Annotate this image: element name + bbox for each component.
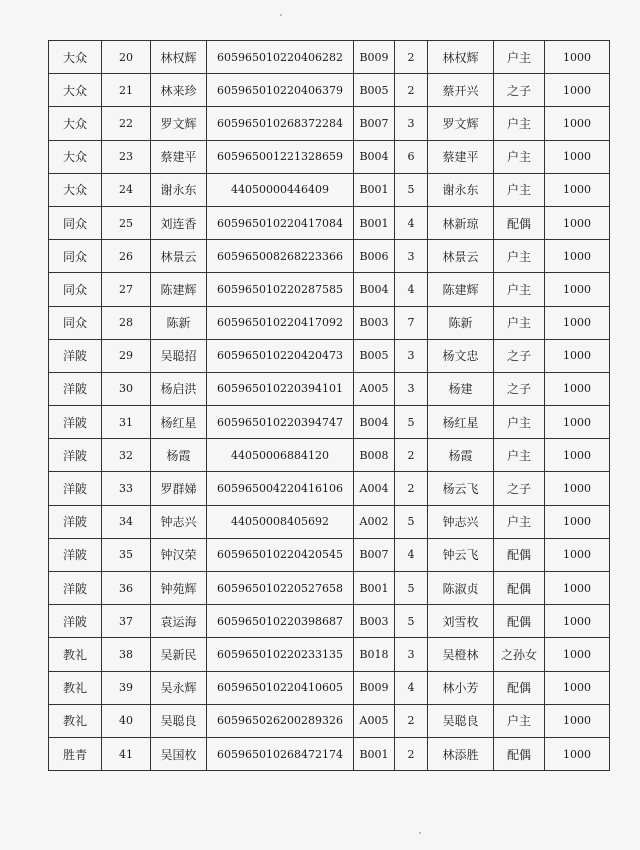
name-cell: 吴永辉 [151,671,207,704]
relation-cell: 户主 [494,306,545,339]
table-row [49,538,610,571]
amount-cell: 1000 [545,638,610,671]
household-count-cell: 5 [395,605,428,638]
name-cell: 林景云 [151,240,207,273]
number-cell: 30 [102,372,151,405]
village-cell: 洋陂 [49,572,102,605]
amount-cell: 1000 [545,737,610,770]
village-cell: 教礼 [49,671,102,704]
household-count-cell: 3 [395,339,428,372]
number-cell: 38 [102,638,151,671]
table-row [49,671,610,704]
name-cell: 吴聪良 [151,704,207,737]
number-cell: 27 [102,273,151,306]
household-count-cell: 2 [395,74,428,107]
code-cell: B005 [354,74,395,107]
amount-cell: 1000 [545,273,610,306]
householder-cell: 刘雪枚 [428,605,494,638]
name-cell: 钟志兴 [151,505,207,538]
household-count-cell: 4 [395,206,428,239]
name-cell: 林权辉 [151,41,207,74]
account-id-cell: 605965010220394101 [207,372,354,405]
name-cell: 罗文辉 [151,107,207,140]
amount-cell: 1000 [545,704,610,737]
householder-cell: 陈淑贞 [428,572,494,605]
number-cell: 28 [102,306,151,339]
relation-cell: 配偶 [494,206,545,239]
householder-cell: 罗文辉 [428,107,494,140]
number-cell: 25 [102,206,151,239]
amount-cell: 1000 [545,406,610,439]
code-cell: B001 [354,737,395,770]
number-cell: 33 [102,472,151,505]
householder-cell: 林景云 [428,240,494,273]
household-count-cell: 3 [395,372,428,405]
amount-cell: 1000 [545,41,610,74]
amount-cell: 1000 [545,605,610,638]
account-id-cell: 605965010220417084 [207,206,354,239]
table-row [49,140,610,173]
village-cell: 同众 [49,273,102,306]
householder-cell: 吴橙林 [428,638,494,671]
code-cell: B006 [354,240,395,273]
code-cell: B004 [354,140,395,173]
account-id-cell: 605965010220410605 [207,671,354,704]
table-row [49,41,610,74]
village-cell: 大众 [49,74,102,107]
relation-cell: 户主 [494,140,545,173]
name-cell: 蔡建平 [151,140,207,173]
account-id-cell: 605965010220406379 [207,74,354,107]
relation-cell: 户主 [494,240,545,273]
account-id-cell: 605965010268472174 [207,737,354,770]
number-cell: 23 [102,140,151,173]
name-cell: 杨启洪 [151,372,207,405]
amount-cell: 1000 [545,439,610,472]
number-cell: 20 [102,41,151,74]
village-cell: 大众 [49,41,102,74]
number-cell: 41 [102,737,151,770]
village-cell: 洋陂 [49,538,102,571]
relation-cell: 配偶 [494,538,545,571]
relation-cell: 户主 [494,505,545,538]
householder-cell: 林小芳 [428,671,494,704]
name-cell: 杨红星 [151,406,207,439]
code-cell: B001 [354,173,395,206]
code-cell: B004 [354,406,395,439]
village-cell: 洋陂 [49,372,102,405]
code-cell: B003 [354,605,395,638]
subsidy-roster-table [48,40,610,771]
village-cell: 洋陂 [49,439,102,472]
name-cell: 钟汉荣 [151,538,207,571]
village-cell: 同众 [49,206,102,239]
code-cell: B018 [354,638,395,671]
household-count-cell: 7 [395,306,428,339]
village-cell: 大众 [49,107,102,140]
code-cell: B007 [354,107,395,140]
relation-cell: 配偶 [494,737,545,770]
amount-cell: 1000 [545,339,610,372]
village-cell: 洋陂 [49,406,102,439]
household-count-cell: 4 [395,273,428,306]
village-cell: 洋陂 [49,605,102,638]
name-cell: 陈新 [151,306,207,339]
code-cell: B007 [354,538,395,571]
name-cell: 吴新民 [151,638,207,671]
number-cell: 31 [102,406,151,439]
table-row [49,704,610,737]
householder-cell: 蔡开兴 [428,74,494,107]
household-count-cell: 2 [395,704,428,737]
amount-cell: 1000 [545,240,610,273]
account-id-cell: 605965010220233135 [207,638,354,671]
household-count-cell: 3 [395,107,428,140]
household-count-cell: 2 [395,439,428,472]
household-count-cell: 3 [395,240,428,273]
amount-cell: 1000 [545,173,610,206]
household-count-cell: 2 [395,472,428,505]
village-cell: 同众 [49,306,102,339]
relation-cell: 之孙女 [494,638,545,671]
table-row [49,339,610,372]
amount-cell: 1000 [545,107,610,140]
amount-cell: 1000 [545,671,610,704]
relation-cell: 配偶 [494,605,545,638]
householder-cell: 杨文忠 [428,339,494,372]
household-count-cell: 2 [395,737,428,770]
relation-cell: 户主 [494,107,545,140]
account-id-cell: 605965010220406282 [207,41,354,74]
householder-cell: 钟云飞 [428,538,494,571]
name-cell: 吴国枚 [151,737,207,770]
account-id-cell: 605965010220398687 [207,605,354,638]
village-cell: 教礼 [49,638,102,671]
table-row [49,173,610,206]
number-cell: 37 [102,605,151,638]
household-count-cell: 6 [395,140,428,173]
relation-cell: 户主 [494,704,545,737]
table-row [49,605,610,638]
amount-cell: 1000 [545,306,610,339]
account-id-cell: 605965010220394747 [207,406,354,439]
relation-cell: 户主 [494,439,545,472]
amount-cell: 1000 [545,505,610,538]
householder-cell: 钟志兴 [428,505,494,538]
amount-cell: 1000 [545,472,610,505]
number-cell: 29 [102,339,151,372]
household-count-cell: 5 [395,406,428,439]
householder-cell: 杨云飞 [428,472,494,505]
village-cell: 胜青 [49,737,102,770]
table-row [49,406,610,439]
name-cell: 杨霞 [151,439,207,472]
code-cell: A002 [354,505,395,538]
householder-cell: 杨霞 [428,439,494,472]
code-cell: B005 [354,339,395,372]
relation-cell: 户主 [494,41,545,74]
relation-cell: 之子 [494,472,545,505]
scan-speck [419,832,421,834]
amount-cell: 1000 [545,206,610,239]
village-cell: 大众 [49,140,102,173]
amount-cell: 1000 [545,572,610,605]
relation-cell: 之子 [494,372,545,405]
village-cell: 洋陂 [49,505,102,538]
table-row [49,306,610,339]
name-cell: 袁运海 [151,605,207,638]
table-row [49,505,610,538]
amount-cell: 1000 [545,140,610,173]
amount-cell: 1000 [545,538,610,571]
number-cell: 39 [102,671,151,704]
table-row [49,107,610,140]
code-cell: A005 [354,372,395,405]
amount-cell: 1000 [545,372,610,405]
householder-cell: 陈新 [428,306,494,339]
account-id-cell: 605965010220420473 [207,339,354,372]
code-cell: B004 [354,273,395,306]
number-cell: 22 [102,107,151,140]
name-cell: 林来珍 [151,74,207,107]
number-cell: 36 [102,572,151,605]
householder-cell: 谢永东 [428,173,494,206]
village-cell: 教礼 [49,704,102,737]
table-row [49,206,610,239]
village-cell: 大众 [49,173,102,206]
code-cell: B001 [354,206,395,239]
household-count-cell: 5 [395,505,428,538]
name-cell: 刘连香 [151,206,207,239]
village-cell: 同众 [49,240,102,273]
relation-cell: 配偶 [494,572,545,605]
account-id-cell: 44050000446409 [207,173,354,206]
household-count-cell: 4 [395,538,428,571]
householder-cell: 杨红星 [428,406,494,439]
name-cell: 吴聪招 [151,339,207,372]
relation-cell: 户主 [494,173,545,206]
account-id-cell: 605965008268223366 [207,240,354,273]
relation-cell: 之子 [494,339,545,372]
table-row [49,74,610,107]
roster-body [49,41,610,771]
table-row [49,273,610,306]
name-cell: 陈建辉 [151,273,207,306]
code-cell: A004 [354,472,395,505]
scan-speck [280,14,282,16]
name-cell: 钟苑辉 [151,572,207,605]
code-cell: A005 [354,704,395,737]
household-count-cell: 2 [395,41,428,74]
account-id-cell: 605965026200289326 [207,704,354,737]
account-id-cell: 605965010220420545 [207,538,354,571]
name-cell: 罗群娣 [151,472,207,505]
account-id-cell: 605965010220287585 [207,273,354,306]
householder-cell: 陈建辉 [428,273,494,306]
household-count-cell: 5 [395,173,428,206]
number-cell: 35 [102,538,151,571]
household-count-cell: 5 [395,572,428,605]
table-row [49,638,610,671]
table-row [49,439,610,472]
householder-cell: 吴聪良 [428,704,494,737]
number-cell: 26 [102,240,151,273]
code-cell: B009 [354,41,395,74]
code-cell: B009 [354,671,395,704]
table-row [49,472,610,505]
number-cell: 40 [102,704,151,737]
account-id-cell: 44050006884120 [207,439,354,472]
relation-cell: 配偶 [494,671,545,704]
table-row [49,240,610,273]
relation-cell: 户主 [494,406,545,439]
table-row [49,737,610,770]
number-cell: 32 [102,439,151,472]
householder-cell: 蔡建平 [428,140,494,173]
account-id-cell: 44050008405692 [207,505,354,538]
village-cell: 洋陂 [49,472,102,505]
amount-cell: 1000 [545,74,610,107]
relation-cell: 户主 [494,273,545,306]
account-id-cell: 605965004220416106 [207,472,354,505]
householder-cell: 杨建 [428,372,494,405]
account-id-cell: 605965001221328659 [207,140,354,173]
table-row [49,572,610,605]
householder-cell: 林权辉 [428,41,494,74]
number-cell: 21 [102,74,151,107]
code-cell: B008 [354,439,395,472]
number-cell: 34 [102,505,151,538]
name-cell: 谢永东 [151,173,207,206]
household-count-cell: 4 [395,671,428,704]
code-cell: B003 [354,306,395,339]
number-cell: 24 [102,173,151,206]
account-id-cell: 605965010220417092 [207,306,354,339]
householder-cell: 林新琼 [428,206,494,239]
account-id-cell: 605965010220527658 [207,572,354,605]
relation-cell: 之子 [494,74,545,107]
table-row [49,372,610,405]
account-id-cell: 605965010268372284 [207,107,354,140]
householder-cell: 林添胜 [428,737,494,770]
code-cell: B001 [354,572,395,605]
village-cell: 洋陂 [49,339,102,372]
household-count-cell: 3 [395,638,428,671]
